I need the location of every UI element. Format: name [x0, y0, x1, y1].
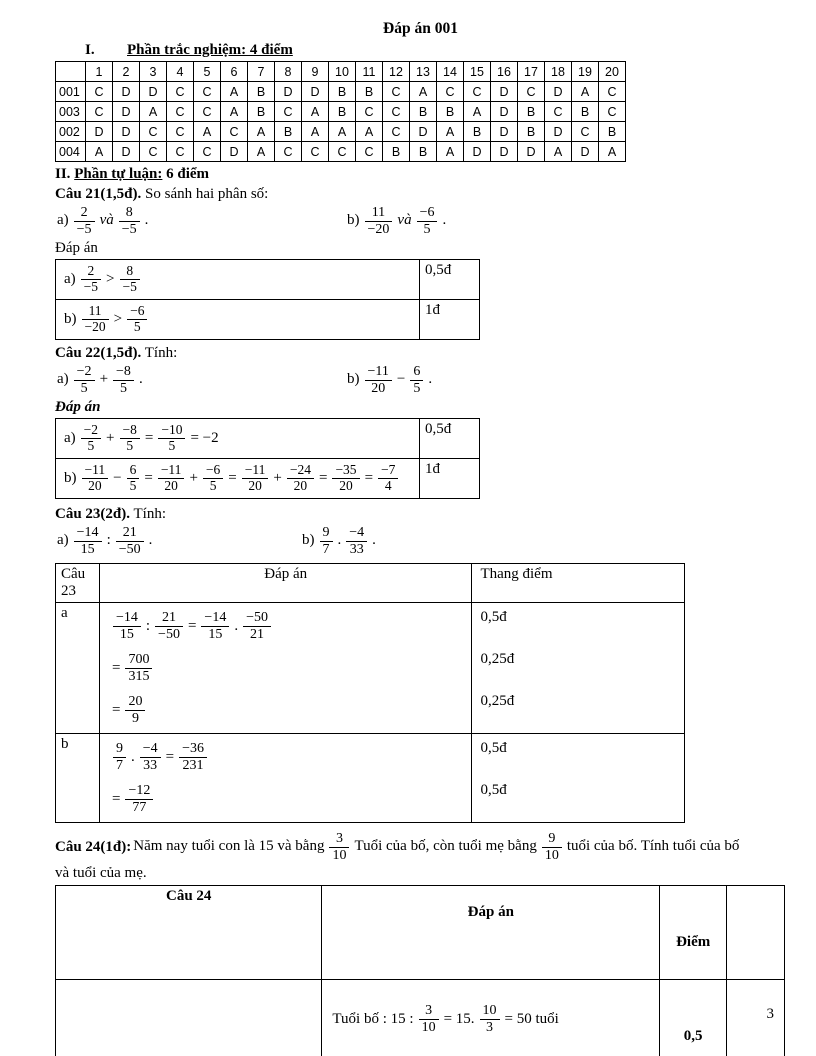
column-header: Điểm: [660, 886, 727, 980]
section2-numeral: II.: [55, 166, 71, 182]
score-cell: 0,5đ: [420, 260, 480, 300]
answer-cell: D: [464, 142, 491, 162]
score-line: 0,25đ: [480, 651, 515, 667]
answer-math: [56, 300, 420, 340]
question-number: 8: [275, 62, 302, 82]
answer-row: [56, 300, 480, 340]
cau22-title-bold: Câu 22(1,5đ).: [55, 345, 142, 361]
answer-math: [322, 980, 660, 1056]
fraction: $\frac{10}{3}$: [480, 1003, 500, 1035]
fraction: $\frac{-6}{5}$: [127, 304, 147, 335]
answer-cell: D: [113, 122, 140, 142]
math-text: b): [347, 212, 360, 229]
answer-cell: C: [275, 102, 302, 122]
answer-cell: C: [545, 102, 572, 122]
fraction: $\frac{700}{315}$: [125, 652, 152, 684]
question-number: 5: [194, 62, 221, 82]
math-text: −: [113, 469, 122, 486]
answer-cell: C: [572, 122, 599, 142]
answer-cell: D: [221, 142, 248, 162]
question-number: 12: [383, 62, 410, 82]
answer-cell: C: [599, 102, 626, 122]
question-number: 20: [599, 62, 626, 82]
math-text: Tuổi của bố, còn tuổi mẹ bằng: [354, 838, 537, 855]
answer-table-row: [56, 122, 626, 142]
section1-numeral: I.: [85, 42, 95, 58]
fraction: $\frac{3}{10}$: [419, 1003, 439, 1035]
cau24-statement-math: [131, 831, 741, 863]
answer-cell: D: [140, 82, 167, 102]
answer-cell: B: [410, 142, 437, 162]
fraction: $\frac{-36}{231}$: [179, 741, 207, 773]
math-text: :: [145, 617, 151, 634]
math-text: và: [397, 212, 412, 229]
answer-cell: D: [491, 122, 518, 142]
empty-cell: [727, 980, 785, 1056]
answer-cell: C: [275, 142, 302, 162]
math-line: [110, 605, 461, 647]
answer-cell: A: [329, 122, 356, 142]
math-text: Năm nay tuổi con là 15 và bằng: [133, 838, 325, 855]
answer-cell: C: [140, 142, 167, 162]
column-header: Câu 23: [56, 564, 100, 603]
math-text: = 50 tuổi: [504, 1010, 559, 1027]
cau22-title: [55, 345, 786, 362]
answer-cell: A: [248, 142, 275, 162]
math-text: .: [442, 212, 447, 229]
answer-cell: C: [302, 142, 329, 162]
answer-cell: C: [167, 82, 194, 102]
score-cell: 1đ: [420, 300, 480, 340]
answer-cell: A: [545, 142, 572, 162]
answer-cell: A: [221, 102, 248, 122]
math-text: =: [111, 659, 121, 676]
answer-cell: B: [464, 122, 491, 142]
math-text: =: [187, 617, 197, 634]
math-text: a): [64, 429, 76, 446]
answer-cell: B: [518, 122, 545, 142]
cau21-answer-table: [55, 259, 480, 340]
math-text: a): [64, 270, 76, 287]
answer-cell: A: [140, 102, 167, 122]
multiple-choice-answer-table: [55, 61, 626, 162]
fraction: $\frac{-12}{77}$: [125, 783, 153, 815]
answer-cell: B: [356, 82, 383, 102]
cau24-statement-line2: và tuổi của mẹ.: [55, 865, 147, 881]
math-text: .: [428, 371, 433, 388]
fraction: $\frac{9}{7}$: [320, 525, 333, 557]
question-number: 4: [167, 62, 194, 82]
work-steps: [99, 734, 471, 823]
math-text: .: [130, 748, 135, 765]
column-header: Thang điểm: [472, 564, 685, 603]
section2-heading-text: Phần tự luận:: [74, 166, 163, 182]
cau22-part-b: [345, 364, 434, 396]
fraction: $\frac{3}{10}$: [329, 831, 349, 863]
fraction: $\frac{20}{9}$: [125, 694, 145, 726]
fraction: $\frac{-11}{20}$: [158, 463, 185, 494]
part-label: a: [56, 603, 100, 734]
answer-cell: D: [113, 102, 140, 122]
answer-cell: B: [599, 122, 626, 142]
fraction: $\frac{-8}{5}$: [113, 364, 134, 396]
answer-cell: D: [545, 82, 572, 102]
fraction: $\frac{-2}{5}$: [74, 364, 95, 396]
math-text: :: [106, 532, 111, 549]
page-title: Đáp án 001: [383, 20, 458, 37]
math-text: b): [64, 469, 77, 486]
cau22-answer-table: [55, 418, 480, 499]
cau22-part-a: [55, 364, 345, 396]
score-cell: 0,5: [660, 980, 727, 1056]
math-text: a): [57, 532, 69, 549]
fraction: $\frac{2}{-5}$: [74, 205, 95, 237]
math-line: [110, 647, 461, 689]
answer-cell: B: [410, 102, 437, 122]
answer-cell: B: [329, 82, 356, 102]
answer-math: [56, 419, 420, 459]
answer-cell: D: [410, 122, 437, 142]
math-text: b): [302, 532, 315, 549]
work-row: [56, 734, 685, 823]
fraction: $\frac{-14}{15}$: [201, 610, 229, 642]
score-column: [472, 603, 685, 734]
section2-heading: [55, 166, 786, 183]
answer-cell: A: [464, 102, 491, 122]
math-text: .: [234, 617, 239, 634]
fraction: $\frac{-10}{5}$: [158, 423, 185, 454]
answer-cell: A: [572, 82, 599, 102]
fraction: $\frac{-24}{20}$: [287, 463, 314, 494]
cau22-parts: [55, 362, 786, 398]
question-number: 9: [302, 62, 329, 82]
work-row: [56, 603, 685, 734]
cau21-dapan-label: Đáp án: [55, 240, 98, 256]
math-text: +: [273, 469, 282, 486]
math-text: =: [144, 469, 153, 486]
answer-cell: C: [194, 82, 221, 102]
score-line: 0,5đ: [480, 782, 507, 798]
fraction: $\frac{-11}{20}$: [82, 463, 109, 494]
answer-cell: A: [302, 102, 329, 122]
question-number: 13: [410, 62, 437, 82]
fraction: $\frac{-14}{15}$: [113, 610, 141, 642]
answer-table-row: [56, 142, 626, 162]
math-text: >: [106, 270, 115, 287]
cau24-answer-table: [55, 885, 785, 1056]
fraction: $\frac{21}{-50}$: [116, 525, 144, 557]
answer-cell: A: [86, 142, 113, 162]
cau23-prompt: Tính:: [130, 506, 166, 522]
answer-cell: D: [572, 142, 599, 162]
column-header: Câu 24: [56, 886, 322, 980]
math-text: >: [113, 310, 123, 327]
math-text: =: [111, 790, 121, 807]
answer-cell: B: [275, 122, 302, 142]
answer-cell: D: [545, 122, 572, 142]
cau21-part-b: [345, 205, 448, 237]
math-text: =: [228, 469, 237, 486]
fraction: $\frac{-6}{5}$: [417, 205, 438, 237]
fraction: $\frac{6}{5}$: [127, 463, 140, 494]
answer-cell: C: [383, 122, 410, 142]
answer-cell: C: [356, 142, 383, 162]
answer-cell: B: [383, 142, 410, 162]
math-line: [110, 736, 461, 778]
answer-cell: A: [221, 82, 248, 102]
answer-cell: C: [383, 102, 410, 122]
answer-cell: C: [167, 142, 194, 162]
answer-cell: C: [194, 142, 221, 162]
cau21-title-bold: Câu 21(1,5đ).: [55, 186, 142, 202]
answer-table-corner: [56, 62, 86, 82]
exam-code: 003: [56, 102, 86, 122]
exam-code: 001: [56, 82, 86, 102]
answer-math: [56, 459, 420, 499]
answer-table-row: [56, 82, 626, 102]
math-text: Tuổi bố : 15 :: [332, 1010, 414, 1027]
math-text: +: [189, 469, 198, 486]
cau23-title-bold: Câu 23(2đ).: [55, 506, 131, 522]
cau23-part-a: [55, 525, 300, 557]
answer-cell: C: [221, 122, 248, 142]
empty-cell: [56, 980, 322, 1056]
question-number: 14: [437, 62, 464, 82]
section1-heading: [85, 42, 786, 59]
question-number: 3: [140, 62, 167, 82]
fraction: $\frac{-14}{15}$: [74, 525, 102, 557]
cau21-title: [55, 186, 786, 203]
math-text: a): [57, 371, 69, 388]
answer-cell: C: [599, 82, 626, 102]
column-header: Đáp án: [99, 564, 471, 603]
fraction: $\frac{2}{-5}$: [81, 264, 101, 295]
answer-row: [56, 419, 480, 459]
score-line: 0,25đ: [480, 693, 515, 709]
answer-cell: D: [518, 142, 545, 162]
score-cell: 1đ: [420, 459, 480, 499]
fraction: $\frac{8}{-5}$: [119, 205, 140, 237]
answer-cell: B: [572, 102, 599, 122]
math-text: b): [64, 310, 77, 327]
math-text: .: [337, 532, 342, 549]
answer-cell: D: [491, 82, 518, 102]
math-text: và: [99, 212, 114, 229]
fraction: $\frac{6}{5}$: [410, 364, 423, 396]
question-number: 2: [113, 62, 140, 82]
question-number: 11: [356, 62, 383, 82]
math-line: [110, 689, 461, 731]
question-number: 18: [545, 62, 572, 82]
answer-cell: A: [302, 122, 329, 142]
fraction: $\frac{-2}{5}$: [81, 423, 101, 454]
answer-cell: C: [167, 122, 194, 142]
answer-cell: C: [140, 122, 167, 142]
fraction: $\frac{9}{10}$: [542, 831, 562, 863]
math-text: =: [144, 429, 154, 446]
work-steps: [99, 603, 471, 734]
answer-cell: C: [86, 102, 113, 122]
fraction: $\frac{-4}{33}$: [140, 741, 161, 773]
work-row: [56, 980, 785, 1056]
cau21-parts: [55, 203, 786, 239]
fraction: $\frac{11}{-20}$: [82, 304, 109, 335]
fraction: $\frac{-6}{5}$: [203, 463, 223, 494]
part-label: b: [56, 734, 100, 823]
cau24-statement: [55, 829, 786, 882]
page-number: 3: [766, 1006, 774, 1022]
math-text: b): [347, 371, 360, 388]
math-text: −: [396, 371, 406, 388]
cau22-dapan-label: Đáp án: [55, 399, 101, 415]
fraction: $\frac{9}{7}$: [113, 741, 126, 773]
answer-cell: A: [437, 142, 464, 162]
fraction: $\frac{-11}{20}$: [365, 364, 392, 396]
answer-cell: B: [248, 102, 275, 122]
answer-cell: C: [194, 102, 221, 122]
math-text: a): [57, 212, 69, 229]
answer-row: [56, 459, 480, 499]
answer-cell: C: [464, 82, 491, 102]
answer-cell: B: [437, 102, 464, 122]
answer-cell: A: [437, 122, 464, 142]
answer-cell: A: [248, 122, 275, 142]
fraction: $\frac{-4}{33}$: [346, 525, 367, 557]
fraction: $\frac{21}{-50}$: [155, 610, 183, 642]
math-text: .: [372, 532, 376, 549]
answer-cell: D: [113, 82, 140, 102]
math-text: = 15.: [443, 1010, 475, 1027]
exam-code: 002: [56, 122, 86, 142]
math-text: .: [148, 532, 153, 549]
cau23-answer-table: [55, 563, 685, 823]
math-text: .: [138, 371, 143, 388]
question-number: 19: [572, 62, 599, 82]
answer-cell: A: [599, 142, 626, 162]
fraction: $\frac{-35}{20}$: [332, 463, 359, 494]
question-number: 10: [329, 62, 356, 82]
math-text: +: [99, 371, 109, 388]
section1-heading-text: Phần trắc nghiệm: 4 điểm: [127, 42, 293, 58]
math-text: =: [318, 469, 328, 486]
answer-cell: D: [275, 82, 302, 102]
score-line: 0,5đ: [480, 609, 507, 625]
math-text: tuổi của bố. Tính tuổi của bố: [566, 838, 740, 855]
answer-cell: C: [86, 82, 113, 102]
math-text: .: [144, 212, 149, 229]
answer-cell: D: [86, 122, 113, 142]
answer-cell: A: [410, 82, 437, 102]
fraction: $\frac{11}{-20}$: [365, 205, 393, 237]
math-text: =: [165, 748, 175, 765]
fraction: $\frac{-8}{5}$: [120, 423, 140, 454]
answer-cell: B: [248, 82, 275, 102]
answer-table-row: [56, 102, 626, 122]
answer-cell: C: [356, 102, 383, 122]
math-text: +: [106, 429, 115, 446]
fraction: $\frac{-7}{4}$: [378, 463, 398, 494]
exam-code: 004: [56, 142, 86, 162]
answer-row: [56, 260, 480, 300]
score-line: 0,5đ: [480, 740, 507, 756]
math-text: =: [111, 701, 121, 718]
score-column: [472, 734, 685, 823]
question-number: 15: [464, 62, 491, 82]
math-line: [110, 778, 461, 820]
answer-cell: D: [491, 102, 518, 122]
answer-math: [56, 260, 420, 300]
cau21-prompt: So sánh hai phân số:: [141, 186, 269, 202]
question-number: 17: [518, 62, 545, 82]
answer-cell: C: [383, 82, 410, 102]
fraction: $\frac{-11}{20}$: [242, 463, 269, 494]
cau22-prompt: Tính:: [141, 345, 178, 361]
cau23-part-b: [300, 525, 378, 557]
answer-cell: B: [518, 102, 545, 122]
score-cell: 0,5đ: [420, 419, 480, 459]
question-number: 7: [248, 62, 275, 82]
question-number: 6: [221, 62, 248, 82]
math-text: = −2: [190, 429, 219, 446]
column-header: Đáp án: [322, 886, 660, 980]
cau24-statement-line1: [55, 829, 786, 865]
answer-cell: C: [167, 102, 194, 122]
answer-cell: A: [194, 122, 221, 142]
fraction: $\frac{-50}{21}$: [243, 610, 271, 642]
cau23-title: [55, 506, 786, 523]
question-number: 16: [491, 62, 518, 82]
fraction: $\frac{8}{-5}$: [120, 264, 140, 295]
cau24-title-bold: Câu 24(1đ):: [55, 838, 132, 855]
answer-cell: D: [113, 142, 140, 162]
section2-heading-rest: 6 điểm: [162, 166, 210, 182]
cau21-part-a: [55, 205, 345, 237]
cau23-parts: [55, 523, 786, 559]
answer-cell: A: [356, 122, 383, 142]
answer-cell: C: [518, 82, 545, 102]
question-number: 1: [86, 62, 113, 82]
math-text: =: [364, 469, 374, 486]
column-header: [727, 886, 785, 980]
answer-cell: D: [302, 82, 329, 102]
answer-cell: C: [329, 142, 356, 162]
answer-cell: C: [437, 82, 464, 102]
answer-cell: D: [491, 142, 518, 162]
answer-cell: B: [329, 102, 356, 122]
